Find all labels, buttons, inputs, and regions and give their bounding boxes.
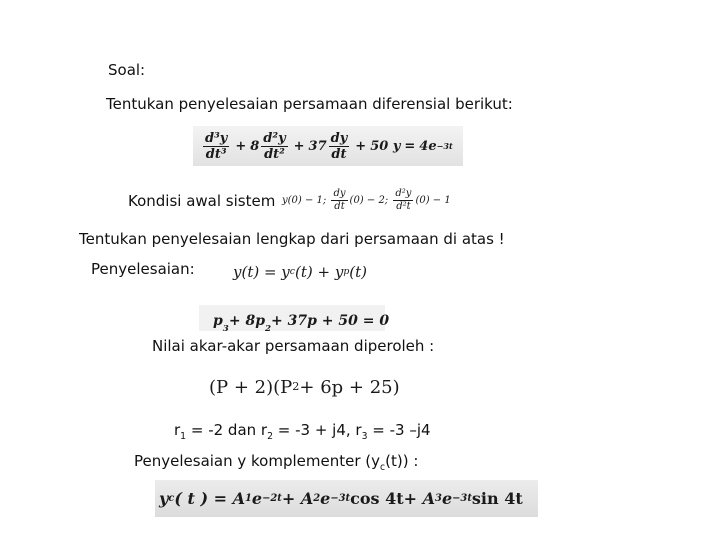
solution-label: Penyelesaian: <box>91 260 195 278</box>
factored-equation: (P + 2)(P 2 + 6p + 25) <box>209 376 400 398</box>
initial-conditions-equation: y(0) − 1; $\frac{dy}{dt}$ (0) − 2; $\frac{\text{d²y}}{\text{d²t}}$ (0) − 1 <box>282 187 451 212</box>
initial-conditions-label: Kondisi awal sistem <box>128 192 276 210</box>
instruction-complete-solution: Tentukan penyelesaian lengkap dari persamaan di atas ! <box>79 230 505 248</box>
general-solution-form: y(t) = y c (t) + y p (t) <box>233 263 368 281</box>
complementary-solution-equation: y c ( t ) = A 1 e −2t + A 2 e −3t cos 4t + A 3 e −3t sin 4t <box>155 480 538 517</box>
main-differential-equation: $\frac{\text{d³y}}{\text{dt³}}$ + 8 $\frac{\text{d²y}}{\text{dt²}}$ + 37 $\frac{dy}{dt}$ + 50 y = 4e −3t <box>193 126 463 166</box>
soal-label: Soal: <box>108 61 146 79</box>
complementary-solution-label: Penyelesaian y komplementer $(y_c(t))$ : <box>134 452 419 473</box>
characteristic-equation: p 3 + 8p 2 + 37p + 50 = 0 <box>199 305 385 331</box>
roots-label: Nilai akar-akar persamaan diperoleh : <box>152 337 435 355</box>
instruction-differential-equation: Tentukan penyelesaian persamaan diferensial berikut: <box>106 95 513 113</box>
roots-values: $r_1 = -2$ dan $r_2 = -3 + j4$, $r_3 = -3$ –j4 <box>174 421 431 442</box>
